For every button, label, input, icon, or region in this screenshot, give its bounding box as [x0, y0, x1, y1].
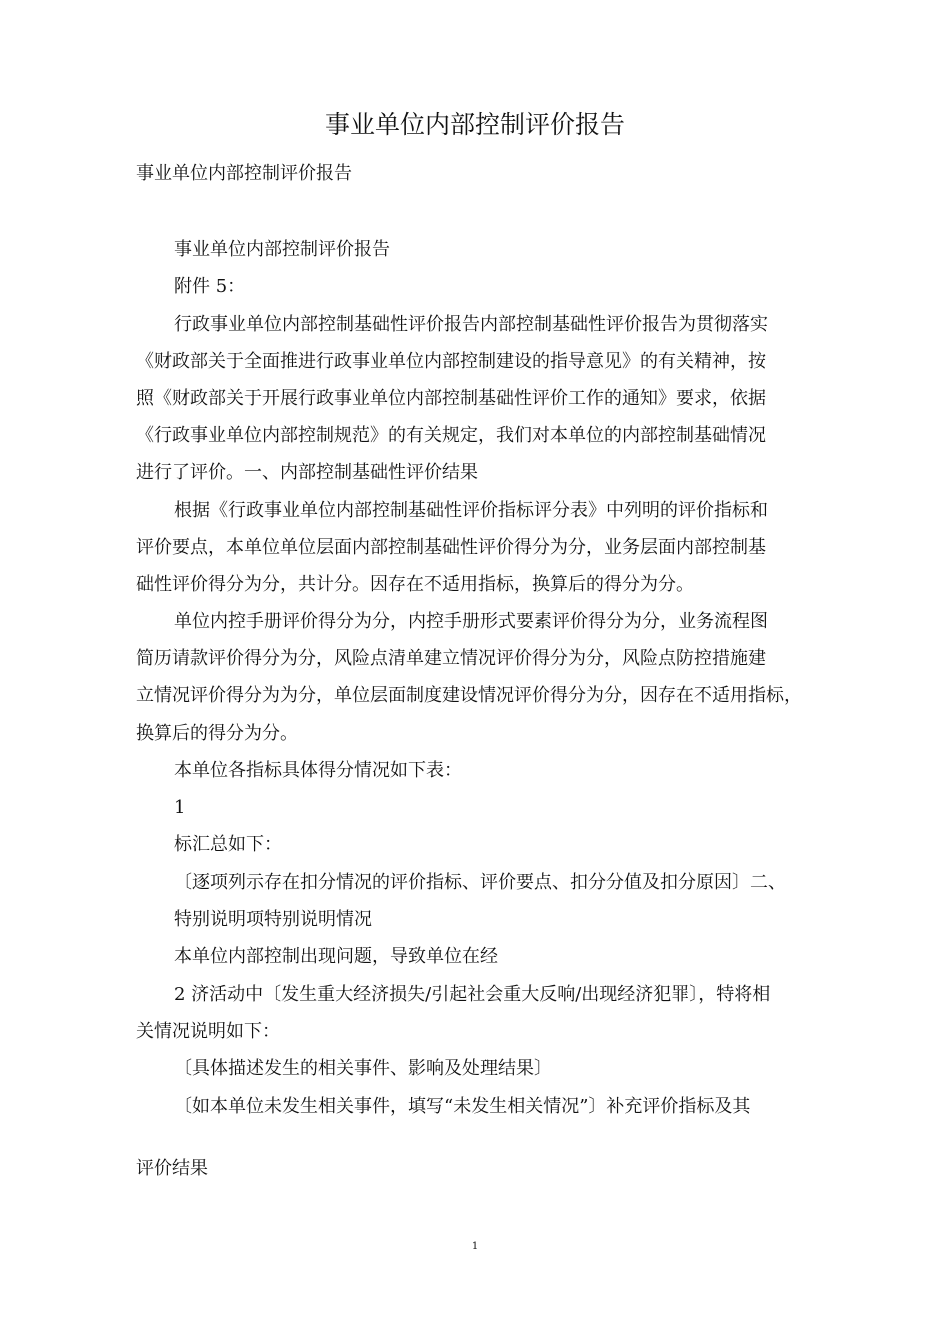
paragraph-line: 2 济活动中〔发生重大经济损失/引起社会重大反响/出现经济犯罪〕，特将相	[174, 984, 771, 1005]
subtitle-line: 事业单位内部控制评价报告	[136, 163, 352, 184]
paragraph-line: 根据《行政事业单位内部控制基础性评价指标评分表》中列明的评价指标和	[174, 500, 768, 521]
paragraph-line: 立情况评价得分为为分，单位层面制度建设情况评价得分为分，因存在不适用指标，	[136, 685, 802, 706]
paragraph-line: 评价结果	[136, 1158, 208, 1179]
paragraph-line: 1	[174, 797, 186, 818]
paragraph-line: 换算后的得分为分。	[136, 723, 298, 744]
paragraph-line: 《财政部关于全面推进行政事业单位内部控制建设的指导意见》的有关精神，按	[136, 351, 766, 372]
heading-line: 事业单位内部控制评价报告	[174, 239, 390, 260]
paragraph-line: 单位内控手册评价得分为分，内控手册形式要素评价得分为分，业务流程图	[174, 611, 768, 632]
paragraph-line: 〔逐项列示存在扣分情况的评价指标、评价要点、扣分分值及扣分原因〕二、	[174, 872, 786, 893]
paragraph-line: 特别说明项特别说明情况	[174, 909, 372, 930]
paragraph-line: 础性评价得分为分，共计分。因存在不适用指标，换算后的得分为分。	[136, 574, 694, 595]
paragraph-line: 标汇总如下：	[174, 834, 282, 855]
document-title: 事业单位内部控制评价报告	[324, 110, 625, 139]
paragraph-line: 评价要点，本单位单位层面内部控制基础性评价得分为分，业务层面内部控制基	[136, 537, 766, 558]
page-number: 1	[471, 1241, 479, 1252]
paragraph-line: 关情况说明如下：	[136, 1021, 280, 1042]
paragraph-line: 本单位内部控制出现问题，导致单位在经	[174, 946, 498, 967]
paragraph-line: 〔具体描述发生的相关事件、影响及处理结果〕	[174, 1058, 552, 1079]
paragraph-line: 简历请款评价得分为分，风险点清单建立情况评价得分为分，风险点防控措施建	[136, 648, 766, 669]
paragraph-line: 《行政事业单位内部控制规范》的有关规定，我们对本单位的内部控制基础情况	[136, 425, 766, 446]
paragraph-line: 〔如本单位未发生相关事件，填写“未发生相关情况”〕补充评价指标及其	[174, 1096, 751, 1117]
paragraph-line: 本单位各指标具体得分情况如下表：	[174, 760, 462, 781]
paragraph-line: 照《财政部关于开展行政事业单位内部控制基础性评价工作的通知》要求，依据	[136, 388, 766, 409]
attachment-label: 附件 5：	[174, 276, 246, 297]
paragraph-line: 进行了评价。一、内部控制基础性评价结果	[136, 462, 478, 483]
paragraph-line: 行政事业单位内部控制基础性评价报告内部控制基础性评价报告为贯彻落实	[174, 314, 768, 335]
